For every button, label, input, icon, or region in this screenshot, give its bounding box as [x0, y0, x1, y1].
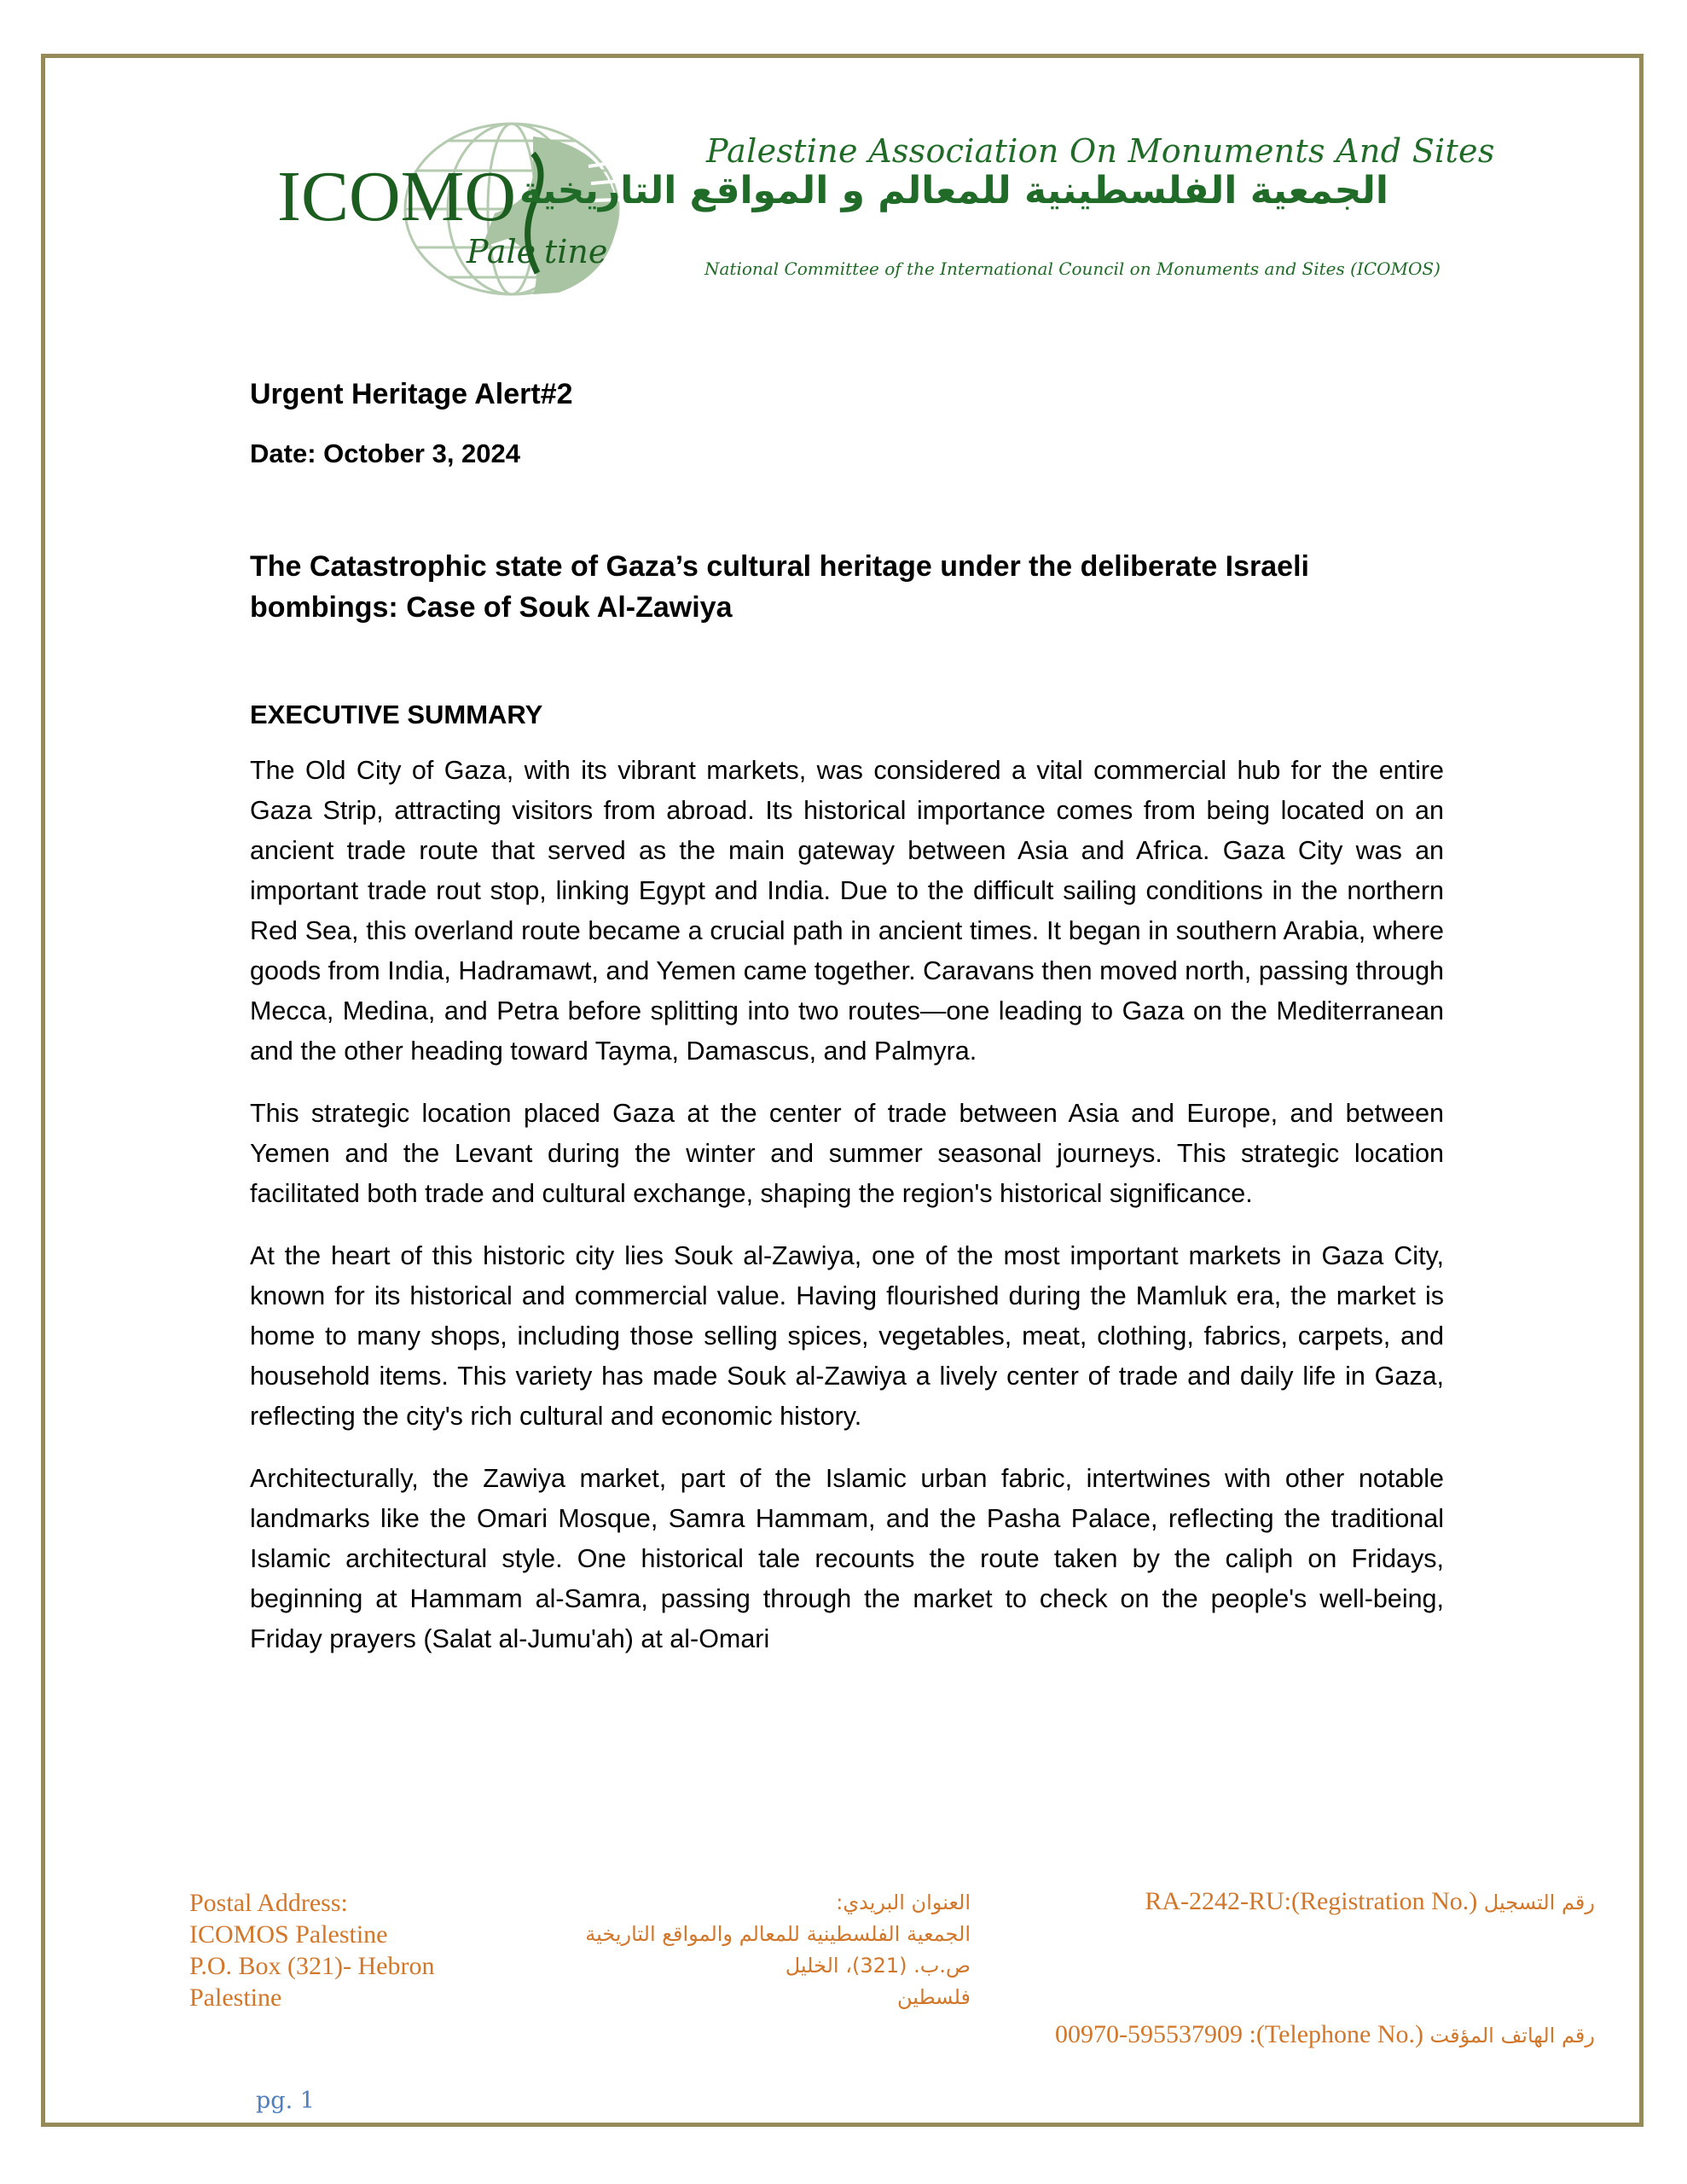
- telephone-number: [981, 2020, 1595, 2049]
- address-line: ICOMOS Palestine: [189, 1920, 388, 1949]
- org-name-arabic: الجمعية الفلسطينية للمعالم و المواقع التاريخية: [519, 169, 1388, 212]
- telephone-en: 00970-595537909 :(Telephone No.): [1055, 2020, 1424, 2048]
- document-title: The Catastrophic state of Gaza’s cultural heritage under the deliberate Israeli bombings: Case of Souk Al-Zawiya: [250, 550, 1309, 624]
- address-line: Palestine: [189, 1984, 282, 2012]
- address-line: ص.ب. (321)، الخليل: [785, 1954, 971, 1978]
- svg-text:Pale: Pale: [467, 233, 536, 270]
- org-subtitle: National Committee of the International Council on Monuments and Sites (ICOMOS): [704, 258, 1441, 279]
- paragraph: At the heart of this historic city lies Souk al-Zawiya, one of the most important markets in Gaza City, known for its historical and commercial value. Having flourished during the Mamluk era, the market is home to many shops, including those selling spices, vegetables, meat, clothing, fabrics, carpets, and household items. This variety has made Souk al-Zawiya a lively center of trade and daily life in Gaza, reflecting the city's rich cultural and economic history.: [250, 1241, 1444, 1431]
- paragraph: This strategic location placed Gaza at the center of trade between Asia and Europe, and between Yemen and the Levant during the winter and summer seasonal journeys. This strategic location facilitated both trade and cultural exchange, shaping the region's historical significance.: [250, 1099, 1444, 1208]
- address-line: العنوان البريدي:: [836, 1891, 971, 1914]
- telephone-ar: رقم الهاتف المؤقت: [1429, 2024, 1595, 2048]
- registration-number: [1117, 1887, 1595, 1916]
- address-line: P.O. Box (321)- Hebron: [189, 1952, 435, 1980]
- address-line: الجمعية الفلسطينية للمعالم والمواقع التاريخية: [585, 1922, 971, 1946]
- svg-text:ICOMO: ICOMO: [277, 157, 517, 236]
- postal-address-english: [189, 1887, 434, 2013]
- paragraph: Architecturally, the Zawiya market, part of the Islamic urban fabric, intertwines with other notable landmarks like the Omari Mosque, Samra Hammam, and the Pasha Palace, reflecting the traditional Islamic architectural style. One historical tale recounts the route taken by the caliph on Fridays, beginning at Hammam al-Samra, passing through the market to check on the people's well-being, Friday prayers (Salat al-Jumu'ah) at al-Omari: [250, 1464, 1444, 1653]
- postal-address-arabic: [529, 1887, 971, 2013]
- registration-en: RA-2242-RU:(Registration No.): [1145, 1887, 1478, 1915]
- address-line: Postal Address:: [189, 1889, 348, 1917]
- org-name-english: Palestine Association On Monuments And Sites: [706, 132, 1495, 170]
- svg-text:tine: tine: [544, 233, 608, 270]
- address-line: فلسطين: [896, 1985, 971, 2009]
- document-body: [250, 375, 1444, 1659]
- alert-title: Urgent Heritage Alert#2: [250, 378, 573, 410]
- page-number: pg. 1: [256, 2088, 315, 2114]
- registration-ar: رقم التسجيل: [1483, 1891, 1595, 1914]
- section-heading-executive-summary: EXECUTIVE SUMMARY: [250, 700, 543, 729]
- paragraph: The Old City of Gaza, with its vibrant markets, was considered a vital commercial hub for the entire Gaza Strip, attracting visitors from abroad. Its historical importance comes from being located on an ancient trade route that served as the main gateway between Asia and Africa. Gaza City was an important trade rout stop, linking Egypt and India. Due to the difficult sailing conditions in the northern Red Sea, this overland route became a crucial path in ancient times. It began in southern Arabia, where goods from India, Hadramawt, and Yemen came together. Caravans then moved north, passing through Mecca, Medina, and Petra before splitting into two routes—one leading to Gaza on the Mediterranean and the other heading toward Tayma, Damascus, and Palmyra.: [250, 756, 1444, 1066]
- alert-date: Date: October 3, 2024: [250, 439, 521, 468]
